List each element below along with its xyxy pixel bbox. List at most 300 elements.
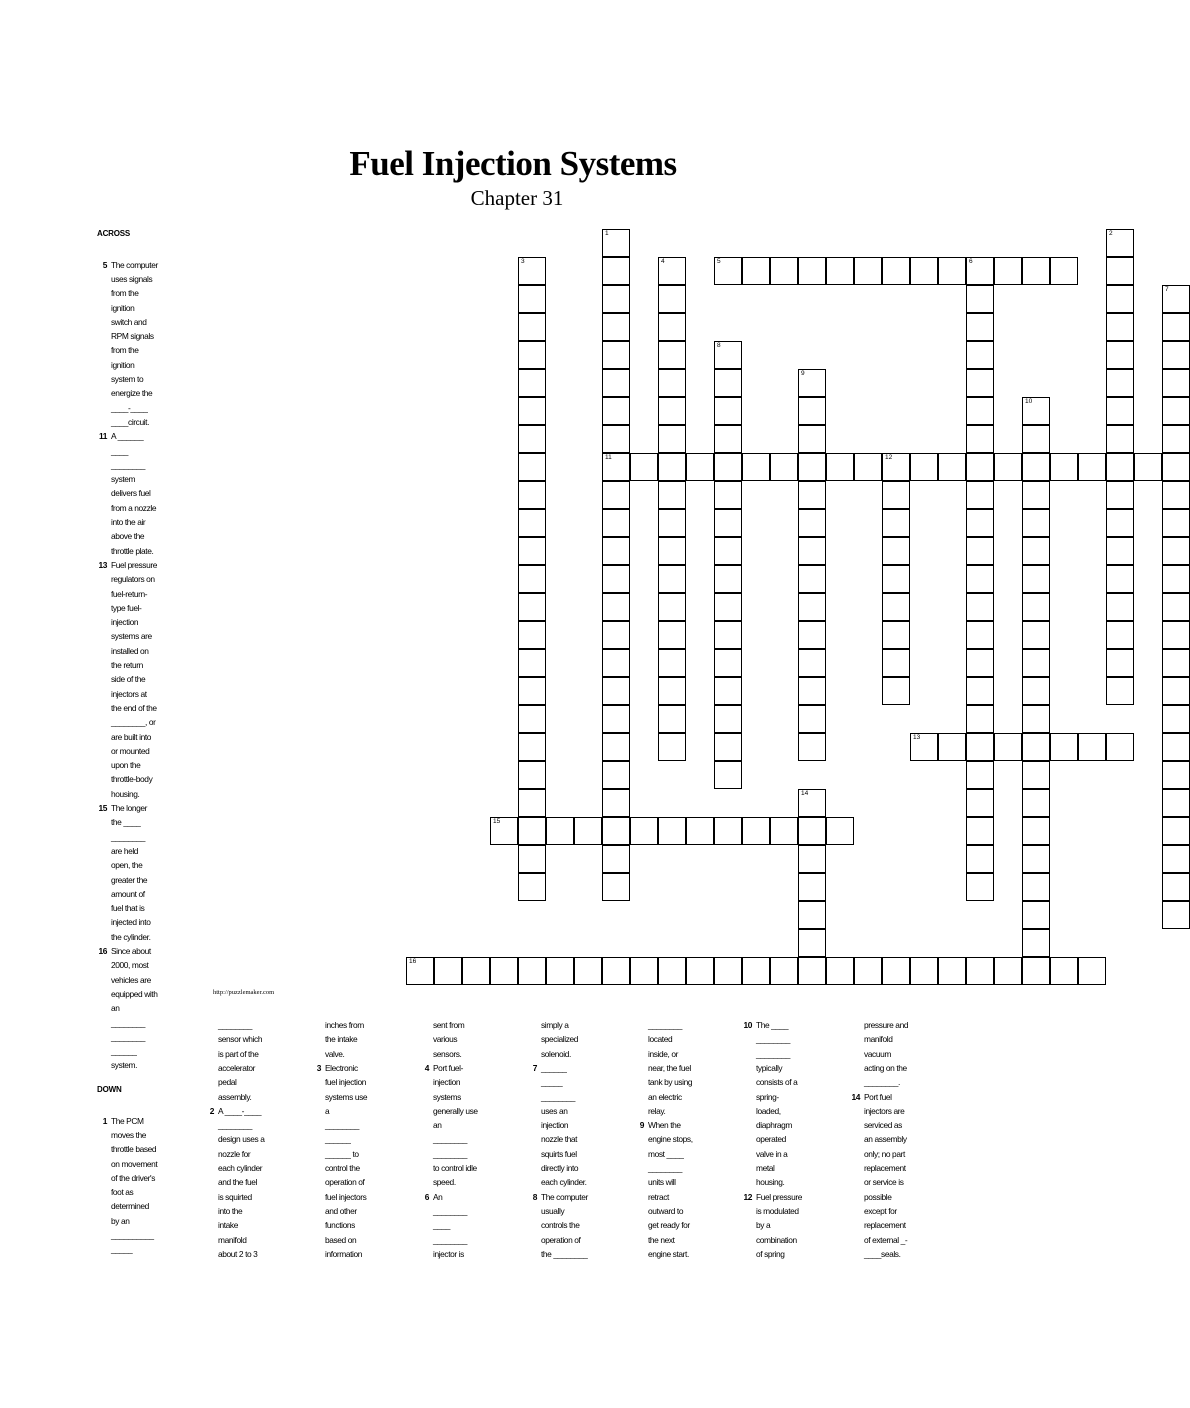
- grid-cell[interactable]: [966, 565, 994, 593]
- grid-cell[interactable]: [714, 593, 742, 621]
- grid-cell[interactable]: [1162, 901, 1190, 929]
- grid-cell[interactable]: [1106, 369, 1134, 397]
- grid-cell[interactable]: [490, 817, 518, 845]
- grid-cell[interactable]: [714, 481, 742, 509]
- clue-line: [325, 1233, 411, 1247]
- grid-cell[interactable]: [1162, 425, 1190, 453]
- grid-cell[interactable]: [1162, 649, 1190, 677]
- clue-line: [111, 1128, 181, 1142]
- grid-cell[interactable]: [1162, 621, 1190, 649]
- clue-text: injection: [433, 1077, 461, 1088]
- clue-text: determined: [111, 1201, 149, 1212]
- grid-cell[interactable]: [1022, 845, 1050, 873]
- grid-cell[interactable]: [1106, 285, 1134, 313]
- grid-cell[interactable]: [966, 425, 994, 453]
- grid-cell[interactable]: [798, 593, 826, 621]
- grid-cell[interactable]: [966, 733, 994, 761]
- grid-cell[interactable]: [966, 845, 994, 873]
- grid-cell[interactable]: [742, 957, 770, 985]
- clue-text: is squirted: [218, 1191, 252, 1202]
- grid-cell[interactable]: [826, 453, 854, 481]
- grid-cell[interactable]: [966, 957, 994, 985]
- grid-cell[interactable]: [1078, 453, 1106, 481]
- clue-line: [111, 973, 181, 987]
- clue-text: fuel-return-: [111, 588, 148, 599]
- grid-cell[interactable]: [602, 481, 630, 509]
- grid-cell[interactable]: [434, 957, 462, 985]
- grid-cell[interactable]: [1022, 509, 1050, 537]
- grid-cell[interactable]: [1106, 425, 1134, 453]
- grid-cell[interactable]: [602, 341, 630, 369]
- grid-cell[interactable]: [882, 677, 910, 705]
- grid-cell[interactable]: [518, 621, 546, 649]
- grid-cell[interactable]: [658, 509, 686, 537]
- grid-cell[interactable]: [1022, 929, 1050, 957]
- grid-cell[interactable]: [966, 593, 994, 621]
- clue-text: vacuum: [864, 1048, 891, 1059]
- grid-cell[interactable]: [518, 817, 546, 845]
- grid-cell[interactable]: [518, 761, 546, 789]
- grid-cell[interactable]: [714, 733, 742, 761]
- grid-cell[interactable]: [994, 453, 1022, 481]
- grid-cell[interactable]: [1162, 817, 1190, 845]
- grid-cell[interactable]: [658, 453, 686, 481]
- grid-cell[interactable]: [994, 957, 1022, 985]
- clue-text: by an: [111, 1215, 130, 1226]
- grid-cell[interactable]: [882, 481, 910, 509]
- grid-cell[interactable]: [826, 257, 854, 285]
- grid-cell[interactable]: [518, 593, 546, 621]
- grid-cell[interactable]: [770, 817, 798, 845]
- grid-cell[interactable]: [602, 789, 630, 817]
- grid-cell[interactable]: [602, 257, 630, 285]
- grid-cell[interactable]: [910, 733, 938, 761]
- grid-cell[interactable]: [602, 621, 630, 649]
- grid-cell[interactable]: [602, 593, 630, 621]
- grid-cell[interactable]: [714, 537, 742, 565]
- clue-text: housing.: [756, 1177, 785, 1188]
- grid-cell[interactable]: [658, 285, 686, 313]
- grid-cell[interactable]: [910, 453, 938, 481]
- grid-cell[interactable]: [658, 649, 686, 677]
- grid-cell[interactable]: [658, 677, 686, 705]
- grid-cell[interactable]: [882, 509, 910, 537]
- grid-cell[interactable]: [714, 621, 742, 649]
- grid-cell[interactable]: [658, 369, 686, 397]
- grid-cell[interactable]: [1162, 453, 1190, 481]
- grid-cell[interactable]: [658, 621, 686, 649]
- grid-cell[interactable]: [798, 257, 826, 285]
- grid-cell[interactable]: [518, 957, 546, 985]
- grid-cell[interactable]: [714, 425, 742, 453]
- grid-cell[interactable]: [1106, 397, 1134, 425]
- grid-cell[interactable]: [1022, 705, 1050, 733]
- grid-cell[interactable]: [602, 369, 630, 397]
- grid-cell[interactable]: [518, 257, 546, 285]
- grid-cell[interactable]: [518, 509, 546, 537]
- grid-cell[interactable]: [938, 957, 966, 985]
- grid-cell[interactable]: [658, 705, 686, 733]
- grid-cell[interactable]: [798, 537, 826, 565]
- grid-cell[interactable]: [1162, 733, 1190, 761]
- grid-cell[interactable]: [966, 537, 994, 565]
- grid-cell[interactable]: [1022, 621, 1050, 649]
- grid-cell[interactable]: [966, 817, 994, 845]
- grid-cell[interactable]: [1162, 845, 1190, 873]
- grid-cell[interactable]: [518, 425, 546, 453]
- grid-cell[interactable]: [658, 565, 686, 593]
- grid-cell[interactable]: [714, 649, 742, 677]
- grid-cell[interactable]: [602, 509, 630, 537]
- grid-cell[interactable]: [798, 873, 826, 901]
- grid-cell[interactable]: [518, 285, 546, 313]
- grid-cell[interactable]: [798, 649, 826, 677]
- clue-number: 8: [717, 342, 721, 349]
- grid-cell[interactable]: [658, 313, 686, 341]
- grid-cell[interactable]: [518, 873, 546, 901]
- grid-cell[interactable]: [1134, 453, 1162, 481]
- clue-line: [111, 1030, 181, 1044]
- grid-cell[interactable]: [910, 957, 938, 985]
- grid-cell[interactable]: [1022, 677, 1050, 705]
- grid-cell[interactable]: [1106, 341, 1134, 369]
- grid-cell[interactable]: [1162, 705, 1190, 733]
- grid-cell[interactable]: [1022, 649, 1050, 677]
- grid-cell[interactable]: [742, 817, 770, 845]
- grid-cell[interactable]: [1022, 761, 1050, 789]
- clue-text: are held: [111, 845, 139, 856]
- grid-cell[interactable]: [686, 957, 714, 985]
- grid-cell[interactable]: [742, 453, 770, 481]
- grid-cell[interactable]: [798, 397, 826, 425]
- grid-cell[interactable]: [658, 537, 686, 565]
- grid-cell[interactable]: [686, 453, 714, 481]
- grid-cell[interactable]: [966, 509, 994, 537]
- grid-cell[interactable]: [602, 677, 630, 705]
- grid-cell[interactable]: [1022, 397, 1050, 425]
- grid-cell[interactable]: [406, 957, 434, 985]
- grid-cell[interactable]: [602, 537, 630, 565]
- grid-cell[interactable]: [518, 565, 546, 593]
- grid-cell[interactable]: [602, 565, 630, 593]
- grid-cell[interactable]: [1022, 817, 1050, 845]
- grid-cell[interactable]: [602, 425, 630, 453]
- clue-text: ________: [648, 1020, 683, 1030]
- grid-cell[interactable]: [1162, 341, 1190, 369]
- grid-cell[interactable]: [602, 817, 630, 845]
- grid-cell[interactable]: [602, 957, 630, 985]
- grid-cell[interactable]: [882, 621, 910, 649]
- grid-cell[interactable]: [658, 425, 686, 453]
- grid-cell[interactable]: [518, 341, 546, 369]
- grid-cell[interactable]: [1022, 257, 1050, 285]
- clue-line: [111, 701, 181, 715]
- grid-cell[interactable]: [854, 453, 882, 481]
- grid-cell[interactable]: [1106, 481, 1134, 509]
- grid-cell[interactable]: [1162, 565, 1190, 593]
- clue-text: open, the: [111, 860, 143, 871]
- grid-cell[interactable]: [1022, 481, 1050, 509]
- clue-line: [743, 1190, 842, 1204]
- grid-cell[interactable]: [1106, 677, 1134, 705]
- clue-text: nozzle for: [218, 1148, 251, 1159]
- grid-cell[interactable]: [826, 957, 854, 985]
- grid-cell[interactable]: [714, 453, 742, 481]
- clue-line: [111, 1214, 181, 1228]
- grid-cell[interactable]: [798, 621, 826, 649]
- grid-cell[interactable]: [714, 761, 742, 789]
- grid-cell[interactable]: [602, 313, 630, 341]
- grid-cell[interactable]: [1106, 593, 1134, 621]
- clue-number: 16: [409, 958, 417, 965]
- grid-cell[interactable]: [966, 453, 994, 481]
- grid-cell[interactable]: [462, 957, 490, 985]
- grid-cell[interactable]: [854, 257, 882, 285]
- grid-cell[interactable]: [518, 705, 546, 733]
- grid-cell[interactable]: [686, 817, 714, 845]
- grid-cell[interactable]: [518, 481, 546, 509]
- grid-cell[interactable]: [966, 397, 994, 425]
- grid-cell[interactable]: [798, 789, 826, 817]
- grid-cell[interactable]: [798, 425, 826, 453]
- grid-cell[interactable]: [1162, 789, 1190, 817]
- grid-cell[interactable]: [1162, 369, 1190, 397]
- clue-line: [111, 887, 181, 901]
- grid-cell[interactable]: [518, 397, 546, 425]
- grid-cell[interactable]: [714, 565, 742, 593]
- grid-cell[interactable]: [546, 957, 574, 985]
- grid-cell[interactable]: [602, 229, 630, 257]
- grid-cell[interactable]: [714, 509, 742, 537]
- grid-cell[interactable]: [742, 257, 770, 285]
- grid-cell[interactable]: [602, 397, 630, 425]
- grid-cell[interactable]: [1050, 957, 1078, 985]
- grid-cell[interactable]: [938, 453, 966, 481]
- grid-cell[interactable]: [602, 705, 630, 733]
- grid-cell[interactable]: [966, 257, 994, 285]
- grid-cell[interactable]: [658, 257, 686, 285]
- grid-cell[interactable]: [518, 845, 546, 873]
- grid-cell[interactable]: [630, 817, 658, 845]
- grid-cell[interactable]: [1022, 901, 1050, 929]
- grid-cell[interactable]: [798, 929, 826, 957]
- grid-cell[interactable]: [1162, 285, 1190, 313]
- grid-cell[interactable]: [490, 957, 518, 985]
- grid-cell[interactable]: [518, 649, 546, 677]
- grid-cell[interactable]: [602, 285, 630, 313]
- grid-cell[interactable]: [798, 677, 826, 705]
- grid-cell[interactable]: [714, 817, 742, 845]
- grid-cell[interactable]: [1106, 537, 1134, 565]
- grid-cell[interactable]: [798, 901, 826, 929]
- grid-cell[interactable]: [1162, 313, 1190, 341]
- grid-cell[interactable]: [714, 341, 742, 369]
- grid-cell[interactable]: [966, 481, 994, 509]
- grid-cell[interactable]: [826, 817, 854, 845]
- grid-cell[interactable]: [1162, 509, 1190, 537]
- grid-cell[interactable]: [798, 565, 826, 593]
- clue-line: [325, 1047, 411, 1061]
- grid-cell[interactable]: [1078, 957, 1106, 985]
- grid-cell[interactable]: [714, 397, 742, 425]
- grid-cell[interactable]: [658, 957, 686, 985]
- grid-cell[interactable]: [602, 649, 630, 677]
- grid-cell[interactable]: [602, 733, 630, 761]
- grid-cell[interactable]: [882, 565, 910, 593]
- grid-cell[interactable]: [714, 369, 742, 397]
- clue-line: [209, 1104, 304, 1118]
- grid-cell[interactable]: [1022, 789, 1050, 817]
- grid-cell[interactable]: [518, 369, 546, 397]
- grid-cell[interactable]: [994, 733, 1022, 761]
- grid-cell[interactable]: [1050, 257, 1078, 285]
- clue-text: by a: [756, 1220, 771, 1231]
- clue-line: [218, 1161, 304, 1175]
- clue-line: [648, 1132, 734, 1146]
- grid-cell[interactable]: [966, 341, 994, 369]
- clue-text: the end of the: [111, 702, 157, 713]
- grid-cell[interactable]: [630, 957, 658, 985]
- grid-cell[interactable]: [770, 957, 798, 985]
- grid-cell[interactable]: [518, 733, 546, 761]
- grid-cell[interactable]: [966, 761, 994, 789]
- grid-cell[interactable]: [1022, 957, 1050, 985]
- grid-cell[interactable]: [602, 761, 630, 789]
- grid-cell[interactable]: [714, 957, 742, 985]
- grid-cell[interactable]: [1022, 565, 1050, 593]
- grid-cell[interactable]: [798, 453, 826, 481]
- grid-cell[interactable]: [658, 593, 686, 621]
- grid-cell[interactable]: [882, 257, 910, 285]
- grid-cell[interactable]: [798, 957, 826, 985]
- grid-cell[interactable]: [658, 733, 686, 761]
- grid-cell[interactable]: [1022, 425, 1050, 453]
- clue-line: [111, 758, 181, 772]
- grid-cell[interactable]: [714, 257, 742, 285]
- grid-cell[interactable]: [1078, 733, 1106, 761]
- grid-cell[interactable]: [798, 481, 826, 509]
- grid-cell[interactable]: [714, 705, 742, 733]
- grid-cell[interactable]: [938, 733, 966, 761]
- grid-cell[interactable]: [882, 649, 910, 677]
- grid-cell[interactable]: [574, 957, 602, 985]
- grid-cell[interactable]: [1106, 229, 1134, 257]
- grid-cell[interactable]: [966, 677, 994, 705]
- grid-cell[interactable]: [798, 705, 826, 733]
- grid-cell[interactable]: [1106, 509, 1134, 537]
- grid-cell[interactable]: [546, 817, 574, 845]
- grid-cell[interactable]: [798, 733, 826, 761]
- grid-cell[interactable]: [1050, 453, 1078, 481]
- grid-cell[interactable]: [630, 453, 658, 481]
- grid-cell[interactable]: [602, 453, 630, 481]
- grid-cell[interactable]: [1022, 453, 1050, 481]
- grid-cell[interactable]: [994, 257, 1022, 285]
- grid-cell[interactable]: [1162, 677, 1190, 705]
- grid-cell[interactable]: [1106, 621, 1134, 649]
- grid-cell[interactable]: [518, 677, 546, 705]
- grid-cell[interactable]: [1022, 537, 1050, 565]
- grid-cell[interactable]: [966, 369, 994, 397]
- grid-cell[interactable]: [1106, 733, 1134, 761]
- grid-cell[interactable]: [854, 957, 882, 985]
- grid-cell[interactable]: [966, 873, 994, 901]
- grid-cell[interactable]: [714, 677, 742, 705]
- grid-cell[interactable]: [574, 817, 602, 845]
- grid-cell[interactable]: [910, 257, 938, 285]
- grid-cell[interactable]: [798, 369, 826, 397]
- grid-cell[interactable]: [966, 649, 994, 677]
- clue-line: [864, 1233, 950, 1247]
- grid-cell[interactable]: [882, 957, 910, 985]
- grid-cell[interactable]: [882, 593, 910, 621]
- grid-cell[interactable]: [1162, 537, 1190, 565]
- clue-number: 6: [424, 1191, 429, 1202]
- clue-line: [218, 1218, 304, 1232]
- clue-text: from a nozzle: [111, 502, 157, 513]
- grid-cell[interactable]: [1106, 313, 1134, 341]
- grid-cell[interactable]: [882, 453, 910, 481]
- grid-cell[interactable]: [658, 481, 686, 509]
- grid-cell[interactable]: [658, 341, 686, 369]
- grid-cell[interactable]: [966, 621, 994, 649]
- grid-cell[interactable]: [1022, 873, 1050, 901]
- grid-cell[interactable]: [882, 537, 910, 565]
- grid-cell[interactable]: [1022, 733, 1050, 761]
- grid-cell[interactable]: [798, 817, 826, 845]
- grid-cell[interactable]: [1106, 453, 1134, 481]
- grid-cell[interactable]: [1106, 257, 1134, 285]
- grid-cell[interactable]: [518, 537, 546, 565]
- clue-line: [756, 1032, 842, 1046]
- grid-cell[interactable]: [658, 397, 686, 425]
- clue-line: [648, 1061, 734, 1075]
- grid-cell[interactable]: [966, 313, 994, 341]
- clue-line: [864, 1204, 950, 1218]
- grid-cell[interactable]: [1162, 481, 1190, 509]
- grid-cell[interactable]: [1162, 593, 1190, 621]
- clue-text: operated: [756, 1134, 786, 1145]
- grid-cell[interactable]: [1022, 593, 1050, 621]
- grid-cell[interactable]: [770, 257, 798, 285]
- clue-line: [325, 1132, 411, 1146]
- grid-cell[interactable]: [966, 285, 994, 313]
- grid-cell[interactable]: [966, 789, 994, 817]
- grid-cell[interactable]: [798, 509, 826, 537]
- clue-line: [111, 873, 181, 887]
- grid-cell[interactable]: [966, 705, 994, 733]
- grid-cell[interactable]: [1162, 873, 1190, 901]
- grid-cell[interactable]: [1050, 733, 1078, 761]
- grid-cell[interactable]: [518, 313, 546, 341]
- grid-cell[interactable]: [518, 789, 546, 817]
- grid-cell[interactable]: [518, 453, 546, 481]
- clue-number: 8: [532, 1191, 537, 1202]
- grid-cell[interactable]: [798, 845, 826, 873]
- clue-line: [433, 1247, 519, 1261]
- grid-cell[interactable]: [770, 453, 798, 481]
- grid-cell[interactable]: [602, 845, 630, 873]
- grid-cell[interactable]: [1162, 397, 1190, 425]
- grid-cell[interactable]: [1162, 761, 1190, 789]
- clue-text: system to: [111, 374, 144, 384]
- grid-cell[interactable]: [602, 873, 630, 901]
- grid-cell[interactable]: [1106, 649, 1134, 677]
- clue-text: each cylinder: [218, 1163, 263, 1173]
- grid-cell[interactable]: [658, 817, 686, 845]
- grid-cell[interactable]: [1106, 565, 1134, 593]
- grid-cell[interactable]: [938, 257, 966, 285]
